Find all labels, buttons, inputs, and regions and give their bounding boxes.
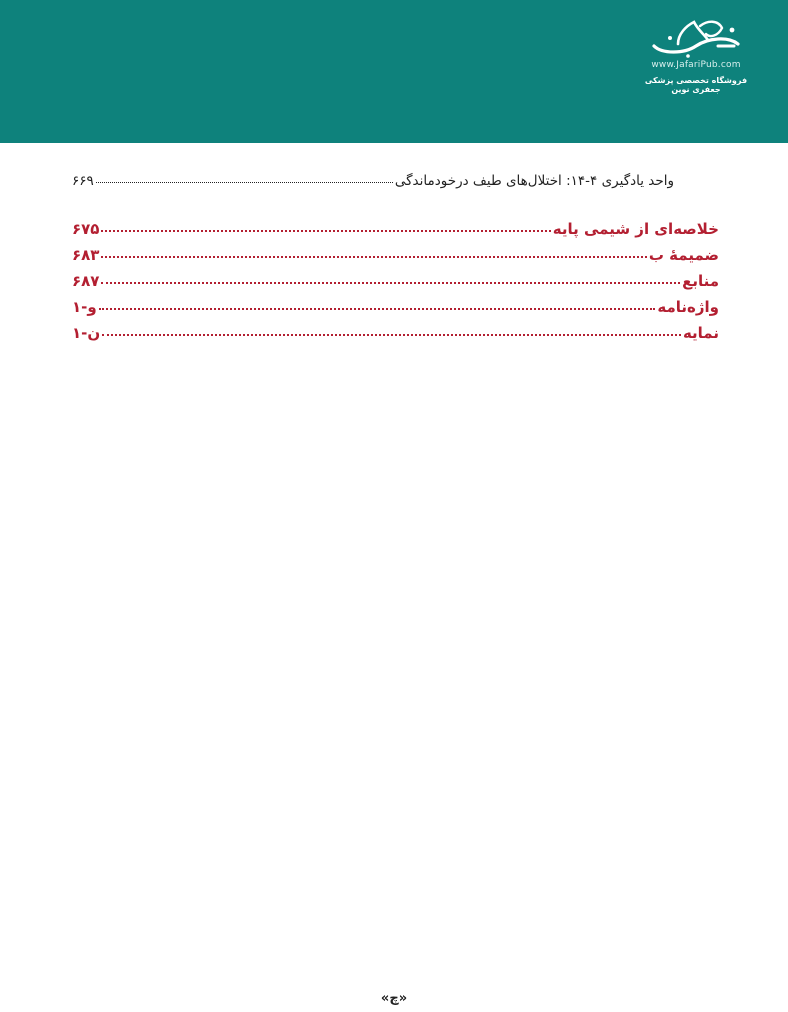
toc-entry-page: ۶۸۷ <box>72 272 100 290</box>
toc-entry-title: واژه‌نامه <box>657 298 719 316</box>
toc-leader-dots <box>101 215 550 232</box>
page-number: «چ» <box>380 991 408 1006</box>
toc-entry-title: واحد یادگیری ۴-۱۴: اختلال‌های طیف درخودماندگی <box>394 173 674 189</box>
toc-leader-dots <box>102 319 681 336</box>
toc-leader-dots <box>99 293 656 310</box>
toc-sub-entry[interactable] <box>72 168 719 194</box>
toc-main-entry[interactable] <box>72 320 719 346</box>
toc-leader-dots <box>96 169 393 184</box>
toc-entry-title: منابع <box>682 272 719 290</box>
logo-tagline: فروشگاه تخصصی پزشکی جعفری نوین <box>644 76 748 94</box>
toc-entry-title: نمایه <box>682 324 719 342</box>
toc-entry-title: ضمیمهٔ ب <box>648 246 719 264</box>
toc-entry-page: و-۱ <box>72 298 97 316</box>
publisher-logo[interactable] <box>632 16 760 96</box>
toc-main-entry[interactable] <box>72 268 719 294</box>
toc-leader-dots <box>101 241 646 258</box>
toc-entry-page: ۶۸۳ <box>72 246 100 264</box>
toc-main-entry[interactable] <box>72 216 719 242</box>
toc-entry-page: ۶۷۵ <box>72 220 100 238</box>
jafari-calligraphy-logo-icon <box>648 16 744 60</box>
header-band <box>0 0 788 143</box>
toc-leader-dots <box>101 267 680 284</box>
toc-entry-page: ۶۶۹ <box>72 173 94 189</box>
toc-entry-page: ن-۱ <box>72 324 101 342</box>
toc-main-entry[interactable] <box>72 242 719 268</box>
toc-gap <box>72 194 719 216</box>
toc-main-entry[interactable] <box>72 294 719 320</box>
logo-url[interactable]: www.JafariPub.com <box>651 60 741 70</box>
toc-entry-title: خلاصه‌ای از شیمی پایه <box>552 220 719 238</box>
table-of-contents <box>72 168 719 346</box>
